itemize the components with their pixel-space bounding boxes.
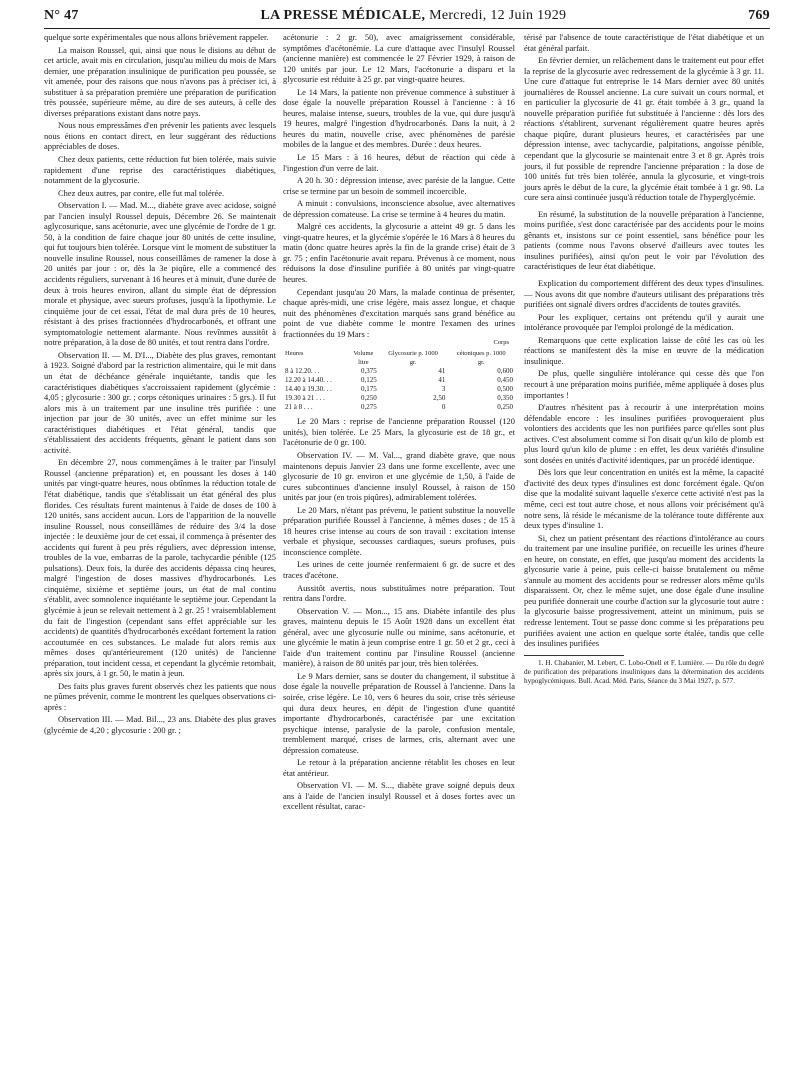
table-header-row (283, 349, 515, 358)
table-header: cétoniques p. 1000 (456, 350, 506, 358)
paragraph: acétonurie : 2 gr. 50), avec amaigrissement considérable, symptômes d'acétonémie. La cure d'attaque avec l'insulyl Roussel (ancienne manière) est commencée le 27 Février 1929, à raison de 120 unités par jour. Le 12 Mars, l'acétonurie a disparu et la glycosurie est réduite à 25 gr. par vingt-quatre heures. (283, 32, 515, 85)
paragraph: A 20 h. 30 : dépression intense, avec parésie de la langue. Cette crise se termine par un besoin de sommeil incoercible. (283, 175, 515, 196)
table-cell: 0,250 (361, 394, 377, 403)
table-row (283, 385, 515, 394)
paragraph: Aussitôt avertis, nous substituâmes notre préparation. Tout rentra dans l'ordre. (283, 582, 515, 604)
paragraph: Cependant jusqu'au 20 Mars, la malade continua de présenter, chaque après-midi, une crise légère, mais assez longue, et chaque nuit des phénomènes d'excitation marqués sans grand bénéfice au point de vue diabète comme le montre l'examen des urines fractionnées du 19 Mars : (283, 286, 515, 339)
table-units-row (283, 358, 515, 367)
paragraph: Dès lors que leur concentration en unités est la même, la capacité d'activité des deux types d'insulines est donc forcément égale. Qu'on dise que la modalité suivant laquelle s'exerce cette activité n'est pas la même, ceci est tout autre chose, et nous allons voir précisément qu'à notre sens, là réside le mécanisme de la tolérance toute différente aux deux types d'insuline 1. (524, 467, 764, 531)
table-cell: 3 (441, 385, 446, 394)
paragraph: A minuit : convulsions, inconscience absolue, avec alternatives de dépression comateuse. La crise se termine à 4 heures du matin. (283, 198, 515, 219)
table-cell: 41 (438, 376, 446, 385)
paragraph: Le 20 Mars : reprise de l'ancienne préparation Roussel (120 unités), bien tolérée. Le 25 Mars, la glycosurie est de 18 gr., et l'acétonurie de 0 gr. 100. (283, 416, 515, 448)
table-header: Heures (285, 350, 304, 358)
table-cell: 0,250 (497, 403, 513, 412)
paragraph: Si, chez un patient présentant des réactions d'intolérance au cours du traitement par une insuline purifiée, on recueille les urines d'heure en heure, on constate, en effet, que jusqu'au moment des accidents la glycosurie varie à peine, puis celle-ci baisse brutalement ou même s'annule au moment des accidents pour se redresser alors même qu'ils disparaissent. Or, chez le même sujet, une dose égale d'une insuline peu purifiée donnerait une courbe d'action sur la glycosurie tout autre : la glycosurie baisse progressivement, atteint un minimum, puis se redresse lentement. Tout se passe donc comme si les préparations peu purifiées avaient une action en quelque sorte étalée, tandis que celle des insulines purifiées (524, 532, 764, 649)
page-header (44, 4, 770, 29)
paragraph: En décembre 27, nous commençâmes à le traiter par l'insulyl Roussel (ancienne préparation) et, en poussant les doses à 140 unités par vingt-quatre heures, nous obtînmes la réduction totale de l'état diabétique, tandis que s'établissait un état général des plus florides. Ces résultats furent maintenus à l'aide de doses de 100 à 120 unités, sans accident aucun. Lors de l'apparition de la nouvelle insuline Roussel, nous conseillâmes de réduire des 3/4 la dose injectée : le deuxième jour de cet essai, il commença à présenter des accidents qui furent à peu près réguliers, avec dépression intense, troubles de la vue, embarras de la parole, tachycardie pénible (125 pulsations). Deux fois, la durée des accidents dépassa cinq heures, malgré l'ingestion de doses massives d'hydrocarbonés. Les cinquième, sixième et septième jours, un état de mal continu s'établit, avec somnolence inquiétante le septième jour. Cependant la glycémie à jeun se relevait nettement à 2 gr. 25 ! vraisemblablement du fait de l'ingestion (cependant sans effet appréciable sur les accidents) de quantités d'hydrocarbonés excédant fortement la ration accoutumée en ces substances. Le malade fut alors remis aux mêmes doses qu'antérieurement (120 unités) de l'ancienne préparation, tout incident cessa, et cependant la glycémie retombait, après six jours, à 1 gr. 50, le matin à jeun. (44, 457, 276, 679)
paragraph: Les urines de cette journée renfermaient 6 gr. de sucre et des traces d'acétone. (283, 559, 515, 580)
table-cell: 0 (441, 403, 446, 412)
column-2 (283, 32, 515, 812)
table-cell: 0,450 (497, 376, 513, 385)
table-row (283, 403, 515, 412)
paragraph: quelque sorte expérimentales que nous allons brièvement rappeler. (44, 32, 269, 42)
column-1 (44, 32, 276, 736)
observation-paragraph: Observation III. — Mad. Bil..., 23 ans. Diabète des plus graves (glycémie de 4,20 ; glycosurie : 200 gr. ; (44, 714, 276, 735)
issue-number: N° 47 (44, 8, 79, 23)
paragraph: Le 20 Mars, n'étant pas prévenu, le patient substitue la nouvelle préparation purifiée Roussel à l'ancienne, à mêmes doses ; de 15 à 18 heures crise intense au cours de son travail : excitation intense verbale et physique, secousses cardiaques, sueurs profuses, puis inconscience complète. (283, 504, 515, 557)
table-row (283, 367, 515, 376)
observation-paragraph: Observation II. — M. D'I..., Diabète des plus graves, remontant à 1923. Soigné d'abord par la restriction alimentaire, qui le mit dans un état de déchéance générale inquiétante, tandis que les caractéristiques diabétiques s'accroissaient rapidement (glycémie : 4,05 ; glycosurie : 300 gr. ; corps cétoniques urinaires : 5 grs.). Il fut alors mis à un traitement par une insuline très purifiée : une injection par jour de 30 unités, avec un effet minime sur les caractéristiques diabétiques et l'état général, tandis que s'établissaient des accidents fréquents, gênant le patient dans son activité. (44, 349, 276, 455)
table-cell: 0,275 (361, 403, 377, 412)
table-cell: 19.30 à 21 . . . (285, 394, 325, 403)
journal-title (260, 8, 566, 24)
paragraph: Nous nous empressâmes d'en prévenir les patients avec lesquels nous étions en contact direct, en leur suggérant des réductions appréciables de doses. (44, 120, 276, 152)
table-unit: gr. (477, 359, 485, 367)
table-header: Glycosurie p. 1000 (388, 350, 438, 358)
table-cell: 0,500 (497, 385, 513, 394)
paragraph: Le 15 Mars : à 16 heures, début de réaction qui cède à l'ingestion d'un verre de lait. (283, 152, 515, 173)
urine-table (283, 349, 515, 412)
observation-paragraph: Observation I. — Mad. M..., diabète grave avec acidose, soigné par l'ancien insulyl Roussel depuis, Décembre 26. Se maintenait aglycosurique, sans acétonurie, avec une glycémie de l'ordre de 1 gr. 50, à la condition de faire chaque jour 80 unités de cette insuline, qui fut toujours bien tolérée. Lorsque vint le moment de substituer la nouvelle insuline Roussel, nous conseillâmes de ramener la dose à 20 unités par jour : or, dès la 3e piqûre, elle a commencé des accidents réguliers, survenant à 16 heures et à minuit, d'une durée de deux à trois heures environ, allant du simple état de dépression morale et physique, avec sueurs profuses, jusqu'à la lipothymie. Le cinquième jour de cet essai, l'état de mal dura près de 10 heures, résistant à des prises fractionnées d'hydrocarbonés, et offrant une symptomatologie nettement alarmante. Nous revînmes aussitôt à notre préparation, à la dose de 80 unités, et tout rentra dans l'ordre. (44, 200, 276, 348)
page-number: 769 (748, 8, 770, 23)
column-3 (524, 32, 764, 686)
paragraph: Le 9 Mars dernier, sans se douter du changement, il substitue à dose égale la nouvelle préparation de Roussel à l'ancienne. Dans la soirée, crise légère. Le 10, vers 6 heures du soir, crise très sérieuse qui dura deux heures, en dépit de l'ingestion d'une quantité importante d'hydrocarbonés, caractérisée par une excitation psychique intense, paralysie de la parole, confusion mentale, tremblement marqué, crises de larmes, cris, alternant avec une dépression comateuse. (283, 670, 515, 755)
paragraph: D'autres n'hésitent pas à recourir à une interprétation moins défendable encore : les insulines purifiées provoqueraient plus volontiers des accidents que les non purifiées parce qu'elles sont plus actives. C'est absolument comme si l'on disait qu'un kilo de plomb est plus lourd qu'un kilo de plume : en effet, les deux variétés d'insuline sont dosées en unités d'activité identiques, par un procédé identique. (524, 402, 764, 465)
observation-paragraph: Observation IV. — M. Val..., grand diabète grave, que nous maintenons depuis Janvier 23 dans une forme excellente, avec une glycosurie de 10 gr. environ et une glycémie de 1,50, à l'aide de cures subcontinues d'ancienne insulyl Roussel, à raison de 150 unités par jour (en trois piqûres), admirablement tolérées. (283, 449, 515, 503)
paragraph: De plus, quelle singulière intolérance qui cesse dès que l'on recourt à une préparation moins purifiée, même appliquée à doses plus importantes ! (524, 368, 764, 400)
table-row (283, 394, 515, 403)
table-cell: 0,175 (361, 385, 377, 394)
table-cell: 0,350 (497, 394, 513, 403)
paragraph: Chez deux autres, par contre, elle fut mal tolérée. (58, 187, 225, 198)
table-cell: 0,375 (361, 367, 377, 376)
paragraph: Le retour à la préparation ancienne rétablit les choses en leur état antérieur. (283, 757, 515, 778)
issue-date: Mercredi, 12 Juin 1929 (429, 8, 567, 23)
table-cell: 0,125 (361, 376, 377, 385)
table-unit (283, 358, 348, 367)
paragraph: La maison Roussel, qui, ainsi que nous le disions au début de cet article, avait mis en circulation, jusqu'au milieu du mois de Mars dernier, une préparation insulinique de purification peu poussée, se vit amenée, pour des raisons que nous n'avons pas à préciser ici, à substituer à sa préparation première une préparation de purification très poussée, supérieure même, au dire de ses auteurs, à celle des diverses préparations existant dans notre pays. (44, 44, 276, 118)
observation-paragraph: Observation V. — Mon..., 15 ans. Diabète infantile des plus graves, maintenu depuis le 15 Août 1928 dans un excellent état général, avec une glycosurie nulle ou minime, sans acétonurie, et une glycémie le matin à jeun comprise entre 1 gr. 50 et 2 gr., ceci à l'aide d'un traitement continu par l'insuline Roussel (ancienne manière), à raison de 80 unités par jour, très bien tolérées. (283, 605, 515, 669)
table-corner-header: Corps (493, 339, 509, 347)
table-cell: 2,50 (433, 394, 446, 403)
table-cell: 8 à 12.20. . . (285, 367, 320, 376)
footnote: 1. H. Chabanier, M. Lebert, C. Lobo-Onell et F. Lumière. — Du rôle du degré de purification des préparations insuliniques dans la détermination des accidents hypoglycémiques. Bull. Acad. Méd. Paris, Séance du 3 Mai 1927, p. 577. (524, 658, 764, 685)
paragraph: Le 14 Mars, la patiente non prévenue commence à substituer à dose égale la nouvelle préparation Roussel à l'ancienne : à 16 heures, malaise intense, sueurs, troubles de la vue, qui dure jusqu'à 19 heures, malgré l'ingestion d'hydrocarbonés. Dans la nuit, à 2 heures du matin, nouvelle crise, avec phénomènes de parésie mobiles de la langue et des membres. Durée : deux heures. (283, 86, 515, 150)
table-row (283, 376, 515, 385)
paragraph: Remarquons que cette explication laisse de côté les cas où les réactions se manifestent dès la mise en œuvre de la médication insulinique. (524, 334, 764, 366)
paragraph: Des faits plus graves furent observés chez les patients que nous ne pûmes prévenir, comme le montrent les quelques observations ci-après : (44, 680, 276, 712)
paragraph: térisé par l'absence de toute caractéristique de l'état diabétique et un état général parfait. (524, 32, 764, 53)
paragraph: Pour les expliquer, certains ont prétendu qu'il y aurait une intolérance provoquée par l'emploi prolongé de la médication. (524, 311, 764, 333)
observation-paragraph: Observation VI. — M. S..., diabète grave soigné depuis deux ans à l'aide de l'ancien insulyl Roussel et à doses fortes avec un excellent résultat, carac- (283, 780, 515, 812)
table-cell: 0,600 (497, 367, 513, 376)
paragraph: En février dernier, un relâchement dans le traitement eut pour effet la reprise de la glycosurie avec redressement de la glycémie à 3 gr. 11. Une cure d'attaque fut entreprise le 14 Mars dernier avec 80 unités journalières de Roussel ancienne. La cure suivait un cours normal, et en particulier la glycosurie de 41 gr. était tombée à 3 gr., quand la nouvelle préparation purifiée fut substituée à l'ancienne : dès lors des réactions s'établirent, survenant régulièrement quatre heures après chaque piqûre, durant plusieurs heures, et caractérisées par une dépression intense, avec tachycardie, palpitations, angoisse pénible, cependant que la glycosurie se maintenait entre 3 et 8 gr. Après trois jours, il fut possible de reprendre l'ancienne préparation : la dose de 100 unités fut très bien tolérée, annula la glycosurie, et vingt-trois jours après le début de la cure, la glycémie était tombée à 1 gr. 98. La cure sera ainsi continuée jusqu'à réduction totale de l'hyperglycémie. (524, 55, 764, 203)
table-cell: 12.20 à 14.40. . . (285, 376, 332, 385)
table-header: Volume (353, 350, 374, 358)
paragraph: Malgré ces accidents, la glycosurie a atteint 49 gr. 5 dans les vingt-quatre heures, et la glycémie s'opérée le 16 Mars à 8 heures du matin (donc quatre heures après la fin de la grande crise) était de 3 gr. 75 ; enfin l'acétonurie avait reparu. Prévenus à ce moment, nous réduisons la dose d'insuline purifiée à 80 unités par vingt-quatre heures. (283, 221, 515, 285)
table-unit: gr. (409, 359, 417, 367)
table-cell: 14.40 à 19.30. . . (285, 385, 332, 394)
paragraph: Chez deux patients, cette réduction fut bien tolérée, mais suivie rapidement d'une reprise des caractéristiques diabétiques, notamment de la glycosurie. (44, 154, 276, 186)
section-paragraph: Explication du comportement différent des deux types d'insulines. — Nous avons dit que nombre d'auteurs utilisant des préparations très purifiées ont signalé divers ordres d'accidents de toutes gravités. (524, 278, 764, 310)
journal-name: LA PRESSE MÉDICALE, (260, 8, 426, 23)
table-unit: litre (358, 359, 369, 367)
paragraph: En résumé, la substitution de la nouvelle préparation à l'ancienne, moins purifiée, s'est donc caractérisée par des accidents pour le moins gênants et, insistons sur ce point essentiel, sans bénéfice pour les patients (comme nous l'avons observé d'ailleurs avec toutes les insulines purifiées), ainsi qu'on peut le voir par l'évolution des caractéristiques de leur état diabétique. (524, 208, 764, 272)
table-cell: 21 à 8 . . . (285, 403, 313, 412)
footnote-divider (524, 655, 624, 656)
table-cell: 41 (438, 367, 446, 376)
